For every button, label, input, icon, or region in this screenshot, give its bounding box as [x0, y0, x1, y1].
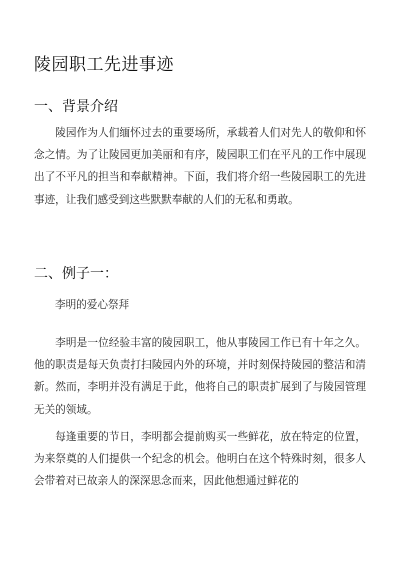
example-subheading: 李明的爱心祭拜 — [55, 299, 130, 311]
document-title: 陵园职工先进事迹 — [34, 55, 174, 75]
paragraph-background: 陵园作为人们缅怀过去的重要场所，承载着人们对先人的敬仰和怀念之情。为了让陵园更加美丽和有序，陵园职工们在平凡的工作中展现出了不平凡的担当和奉献精神。下面，我们将介绍一些陵园职工的先进事迹，让我们感受到这些默默奉献的人们的无私和勇敢。 — [34, 127, 366, 206]
section-heading-background: 一、背景介绍 — [34, 99, 118, 115]
paragraph-example-one-2: 每逢重要的节日，李明都会提前购买一些鲜花，放在特定的位置，为来祭奠的人们提供一个纪念的机会。他明白在这个特殊时刻，很多人会带着对已故亲人的深深思念而来，因此他想通过鲜花的 — [34, 431, 366, 488]
paragraph-example-one-1: 李明是一位经验丰富的陵园职工，他从事陵园工作已有十年之久。他的职责是每天负责打扫陵园内外的环境，并时刻保持陵园的整洁和清新。然而，李明并没有满足于此，他将自己的职责扩展到了与陵园管理无关的领域。 — [34, 337, 366, 416]
section-heading-example-one: 二、例子一： — [34, 266, 118, 282]
